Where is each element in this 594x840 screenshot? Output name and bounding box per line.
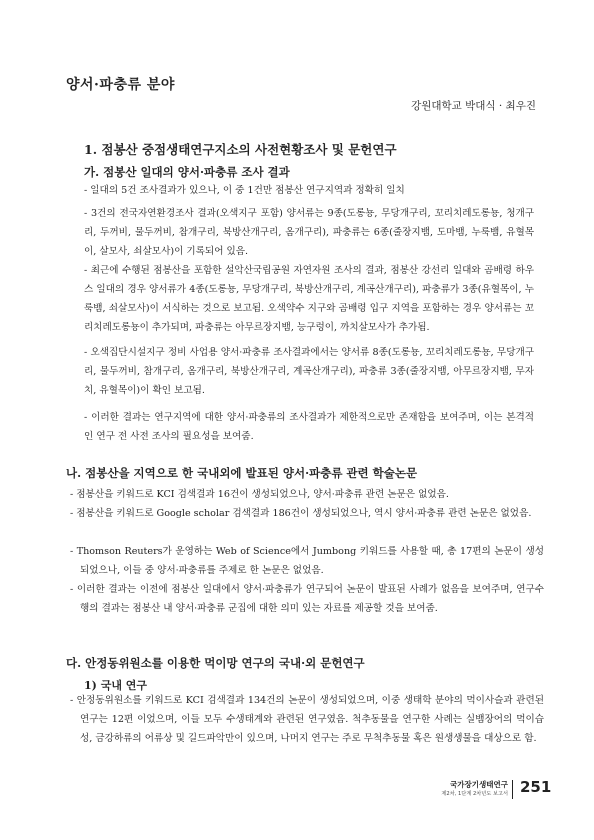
footer-subtitle: 제2차, 1단계 2차년도 보고서 [441, 791, 508, 797]
list-item: - Thomson Reuters가 운영하는 Web of Science에서 Jumbong 키워드를 사용할 때, 총 17편의 논문이 생성되었으나, 이들 중 양서·파충류를 주제로 한 논문은 없었음. [70, 546, 544, 576]
heading-1a: 가. 점봉산 일대의 양서·파충류 조사 결과 [84, 165, 290, 179]
list-item: - 안정동위원소를 키워드로 KCI 검색결과 134건의 논문이 생성되었으며, 이중 생태학 분야의 먹이사슬과 관련된 연구는 12편 이었으며, 이들 모두 수생태계와 관련된 연구였음. 척추동물을 연구한 사례는 실뱀장어의 먹이습성, 금강하류의 어류상 및 길드파악만이 있으며, 나머지 연구는 주로 무척추동물 혹은 원생생물을 대상으로 함. [70, 695, 544, 744]
author-line: 강원대학교 박대식 · 최우진 [411, 100, 536, 112]
heading-1b: 나. 점봉산을 지역으로 한 국내외에 발표된 양서·파충류 관련 학술논문 [66, 466, 418, 480]
page-number: 251 [520, 778, 552, 796]
footer-brand: 국가장기생태연구 [450, 780, 508, 789]
list-item: - 이러한 결과는 이전에 점봉산 일대에서 양서·파충류가 연구되어 논문이 발표된 사례가 없음을 보여주며, 연구수행의 결과는 점봉산 내 양서·파충류 군집에 대한 의미 있는 자료를 제공할 것을 보여줌. [70, 584, 544, 614]
paragraph: - 일대의 5건 조사결과가 있으나, 이 중 1건만 점봉산 연구지역과 정확히 일치 [84, 185, 405, 196]
list-item: - 점봉산을 키워드로 KCI 검색결과 16건이 생성되었으나, 양서·파충류 관련 논문은 없었음. [70, 489, 449, 500]
paragraph: - 오색집단시설지구 정비 사업용 양서·파충류 조사결과에서는 양서류 8종(도롱뇽, 꼬리치레도롱뇽, 무당개구리, 물두꺼비, 참개구리, 옴개구리, 북방산개구리, 계곡산개구리), 파충류 3종(줄장지뱀, 아무르장지뱀, 무자치, 유혈목이)이 확인 보고됨. [84, 347, 534, 396]
footer-divider [512, 780, 513, 799]
list-item: - 점봉산을 키워드로 Google scholar 검색결과 186건이 생성되었으나, 역시 양서·파충류 관련 논문은 없었음. [70, 508, 532, 519]
heading-1: 1. 점봉산 중점생태연구지소의 사전현황조사 및 문헌연구 [84, 142, 397, 157]
heading-1c-1: 1) 국내 연구 [84, 679, 148, 692]
paragraph: - 3건의 전국자연환경조사 결과(오색지구 포함) 양서류는 9종(도롱뇽, 무당개구리, 꼬리치레도롱뇽, 청개구리, 두꺼비, 물두꺼비, 참개구리, 북방산개구리, 옴개구리), 파충류는 6종(줄장지뱀, 도마뱀, 누룩뱀, 유혈목이, 살모사, 쇠살모사)이 기록되어 있음. [84, 208, 534, 257]
section-title: 양서·파충류 분야 [66, 77, 175, 93]
paragraph: - 최근에 수행된 점봉산을 포함한 설악산국립공원 자연자원 조사의 결과, 점봉산 강선리 일대와 곰배령 하우스 일대의 경우 양서류가 4종(도롱뇽, 무당개구리, 북방산개구리, 계곡산개구리), 파충류가 3종(유혈목이, 누룩뱀, 쇠살모사)이 서식하는 것으로 보고됨. 오색약수 지구와 곰배령 입구 지역을 포함하는 경우 양서류는 꼬리치레도롱뇽이 추가되며, 파충류는 아무르장지뱀, 능구렁이, 까치살모사가 추가됨. [84, 265, 534, 333]
heading-1c: 다. 안정동위원소를 이용한 먹이망 연구의 국내·외 문헌연구 [66, 656, 365, 670]
paragraph: - 이러한 결과는 연구지역에 대한 양서·파충류의 조사결과가 제한적으로만 존재함을 보여주며, 이는 본격적인 연구 전 사전 조사의 필요성을 보여줌. [84, 412, 534, 442]
